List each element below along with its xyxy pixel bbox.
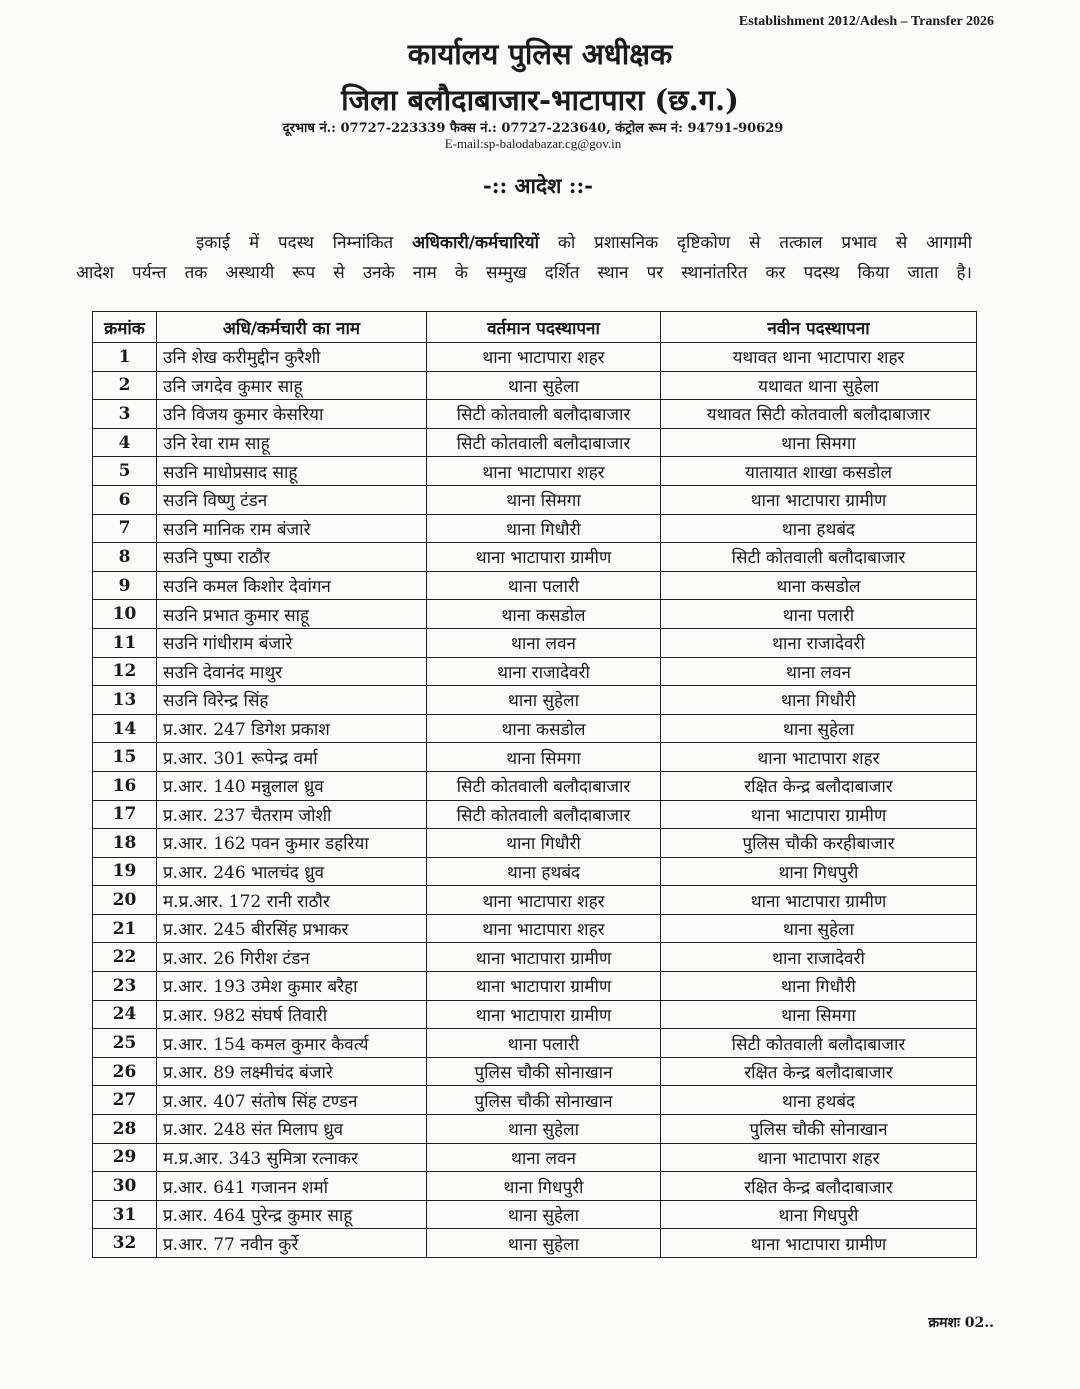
contact-numbers: दूरभाष नं.: 07727-223339 फैक्स नं.: 07727-223640, कंट्रोल रूम नं: 94791-90629 [282, 121, 784, 136]
current-posting-cell: थाना गिधौरी [427, 514, 661, 543]
continued-marker: क्रमशः 02.. [928, 1315, 994, 1331]
serial-cell: 22 [93, 943, 157, 972]
name-cell: प्र.आर. 407 संतोष सिंह टण्डन [157, 1086, 427, 1115]
new-posting-cell: यथावत थाना भाटापारा शहर [661, 343, 977, 372]
current-posting-cell: सिटी कोतवाली बलौदाबाजार [427, 800, 661, 829]
serial-cell: 11 [93, 628, 157, 657]
serial-cell: 20 [93, 886, 157, 915]
current-posting-cell: थाना पलारी [427, 1029, 661, 1058]
table-row [93, 1000, 977, 1029]
serial-cell: 15 [93, 743, 157, 772]
current-posting-cell: थाना कसडोल [427, 600, 661, 629]
serial-cell: 26 [93, 1057, 157, 1086]
serial-cell: 25 [93, 1029, 157, 1058]
current-posting-cell: थाना सुहेला [427, 1115, 661, 1144]
office-title: कार्यालय पुलिस अधीक्षक [407, 37, 673, 71]
current-posting-cell: थाना सुहेला [427, 371, 661, 400]
current-posting-cell: थाना गिधपुरी [427, 1172, 661, 1201]
serial-cell: 21 [93, 914, 157, 943]
new-posting-cell: यथावत सिटी कोतवाली बलौदाबाजार [661, 400, 977, 429]
current-posting-cell: थाना सुहेला [427, 1200, 661, 1229]
new-posting-cell: थाना गिधपुरी [661, 857, 977, 886]
current-posting-cell: पुलिस चौकी सोनाखान [427, 1086, 661, 1115]
new-posting-cell: यातायात शाखा कसडोल [661, 457, 977, 486]
transfer-table [92, 311, 977, 1258]
current-posting-cell: थाना गिधौरी [427, 829, 661, 858]
new-posting-cell: थाना सिमगा [661, 428, 977, 457]
new-posting-cell: थाना राजादेवरी [661, 628, 977, 657]
intro-paragraph [76, 228, 972, 288]
new-posting-cell: सिटी कोतवाली बलौदाबाजार [661, 1029, 977, 1058]
current-posting-cell: थाना भाटापारा ग्रामीण [427, 943, 661, 972]
name-cell: प्र.आर. 982 संघर्ष तिवारी [157, 1000, 427, 1029]
intro-text-2: को प्रशासनिक दृष्टिकोण से तत्काल प्रभाव से आगामी [539, 233, 972, 253]
name-cell: उनि विजय कुमार केसरिया [157, 400, 427, 429]
name-cell: प्र.आर. 246 भालचंद ध्रुव [157, 857, 427, 886]
name-cell: प्र.आर. 248 संत मिलाप ध्रुव [157, 1115, 427, 1144]
current-posting-cell: थाना भाटापारा ग्रामीण [427, 972, 661, 1001]
serial-cell: 30 [93, 1172, 157, 1201]
current-posting-cell: थाना कसडोल [427, 714, 661, 743]
intro-bold-text: अधिकारी/कर्मचारियों [412, 233, 539, 253]
new-posting-cell: थाना भाटापारा ग्रामीण [661, 886, 977, 915]
new-posting-cell: पुलिस चौकी करहीबाजार [661, 829, 977, 858]
table-row [93, 485, 977, 514]
current-posting-cell: थाना भाटापारा शहर [427, 457, 661, 486]
order-heading: -:: आदेश ::- [483, 173, 593, 198]
name-cell: प्र.आर. 162 पवन कुमार डहरिया [157, 829, 427, 858]
name-cell: सउनि माधोप्रसाद साहू [157, 457, 427, 486]
new-posting-cell: थाना पलारी [661, 600, 977, 629]
table-row [93, 1057, 977, 1086]
current-posting-cell: थाना हथबंद [427, 857, 661, 886]
serial-cell: 5 [93, 457, 157, 486]
table-body [93, 343, 977, 1258]
serial-cell: 6 [93, 485, 157, 514]
name-cell: सउनि कमल किशोर देवांगन [157, 571, 427, 600]
table-row [93, 657, 977, 686]
table-row [93, 514, 977, 543]
header-current-posting: वर्तमान पदस्थापना [427, 312, 661, 343]
header-serial: क्रमांक [93, 312, 157, 343]
intro-line-1 [76, 228, 972, 258]
name-cell: प्र.आर. 26 गिरीश टंडन [157, 943, 427, 972]
current-posting-cell: सिटी कोतवाली बलौदाबाजार [427, 428, 661, 457]
new-posting-cell: सिटी कोतवाली बलौदाबाजार [661, 543, 977, 572]
name-cell: प्र.आर. 464 पुरेन्द्र कुमार साहू [157, 1200, 427, 1229]
new-posting-cell: थाना गिधपुरी [661, 1200, 977, 1229]
new-posting-cell: रक्षित केन्द्र बलौदाबाजार [661, 1057, 977, 1086]
serial-cell: 14 [93, 714, 157, 743]
table-row [93, 1086, 977, 1115]
new-posting-cell: थाना कसडोल [661, 571, 977, 600]
table-row [93, 914, 977, 943]
table-row [93, 1029, 977, 1058]
serial-cell: 4 [93, 428, 157, 457]
serial-cell: 27 [93, 1086, 157, 1115]
serial-cell: 7 [93, 514, 157, 543]
serial-cell: 1 [93, 343, 157, 372]
new-posting-cell: रक्षित केन्द्र बलौदाबाजार [661, 1172, 977, 1201]
current-posting-cell: थाना भाटापारा शहर [427, 343, 661, 372]
table-row [93, 972, 977, 1001]
current-posting-cell: थाना भाटापारा शहर [427, 886, 661, 915]
table-row [93, 771, 977, 800]
name-cell: सउनि प्रभात कुमार साहू [157, 600, 427, 629]
current-posting-cell: थाना पलारी [427, 571, 661, 600]
name-cell: सउनि विष्णु टंडन [157, 485, 427, 514]
table-row [93, 714, 977, 743]
name-cell: म.प्र.आर. 343 सुमित्रा रत्नाकर [157, 1143, 427, 1172]
table-row [93, 457, 977, 486]
new-posting-cell: थाना लवन [661, 657, 977, 686]
name-cell: सउनि गांधीराम बंजारे [157, 628, 427, 657]
new-posting-cell: पुलिस चौकी सोनाखान [661, 1115, 977, 1144]
name-cell: उनि रेवा राम साहू [157, 428, 427, 457]
serial-cell: 10 [93, 600, 157, 629]
name-cell: प्र.आर. 247 डिगेश प्रकाश [157, 714, 427, 743]
name-cell: प्र.आर. 245 बीरसिंह प्रभाकर [157, 914, 427, 943]
serial-cell: 12 [93, 657, 157, 686]
serial-cell: 24 [93, 1000, 157, 1029]
name-cell: प्र.आर. 301 रूपेन्द्र वर्मा [157, 743, 427, 772]
new-posting-cell: रक्षित केन्द्र बलौदाबाजार [661, 771, 977, 800]
table-row [93, 400, 977, 429]
serial-cell: 9 [93, 571, 157, 600]
name-cell: उनि शेख करीमुद्दीन कुरैशी [157, 343, 427, 372]
table-row [93, 829, 977, 858]
new-posting-cell: थाना सुहेला [661, 714, 977, 743]
contact-email: E-mail:sp-balodabazar.cg@gov.in [444, 136, 622, 151]
current-posting-cell: थाना सुहेला [427, 686, 661, 715]
current-posting-cell: थाना राजादेवरी [427, 657, 661, 686]
new-posting-cell: यथावत थाना सुहेला [661, 371, 977, 400]
new-posting-cell: थाना भाटापारा ग्रामीण [661, 800, 977, 829]
serial-cell: 13 [93, 686, 157, 715]
table-row [93, 743, 977, 772]
current-posting-cell: थाना सिमगा [427, 485, 661, 514]
new-posting-cell: थाना सिमगा [661, 1000, 977, 1029]
table-row [93, 1172, 977, 1201]
table-header-row [93, 312, 977, 343]
current-posting-cell: सिटी कोतवाली बलौदाबाजार [427, 400, 661, 429]
name-cell: प्र.आर. 140 मन्नुलाल ध्रुव [157, 771, 427, 800]
table-row [93, 943, 977, 972]
new-posting-cell: थाना हथबंद [661, 514, 977, 543]
table-row [93, 800, 977, 829]
current-posting-cell: थाना भाटापारा ग्रामीण [427, 1000, 661, 1029]
current-posting-cell: सिटी कोतवाली बलौदाबाजार [427, 771, 661, 800]
name-cell: प्र.आर. 154 कमल कुमार कैवर्त्य [157, 1029, 427, 1058]
district-title: जिला बलौदाबाजार-भाटापारा (छ.ग.) [341, 83, 739, 117]
header-new-posting: नवीन पदस्थापना [661, 312, 977, 343]
new-posting-cell: थाना गिधौरी [661, 686, 977, 715]
name-cell: प्र.आर. 641 गजानन शर्मा [157, 1172, 427, 1201]
new-posting-cell: थाना गिधौरी [661, 972, 977, 1001]
establishment-reference: Establishment 2012/Adesh – Transfer 2026 [738, 14, 994, 29]
table-row [93, 1229, 977, 1258]
intro-text-1: इकाई में पदस्थ निम्नांकित [196, 233, 413, 253]
serial-cell: 23 [93, 972, 157, 1001]
new-posting-cell: थाना हथबंद [661, 1086, 977, 1115]
current-posting-cell: थाना सिमगा [427, 743, 661, 772]
current-posting-cell: थाना भाटापारा ग्रामीण [427, 543, 661, 572]
serial-cell: 29 [93, 1143, 157, 1172]
new-posting-cell: थाना सुहेला [661, 914, 977, 943]
name-cell: प्र.आर. 237 चैतराम जोशी [157, 800, 427, 829]
table-row [93, 1200, 977, 1229]
table-row [93, 571, 977, 600]
serial-cell: 16 [93, 771, 157, 800]
serial-cell: 28 [93, 1115, 157, 1144]
name-cell: सउनि विरेन्द्र सिंह [157, 686, 427, 715]
name-cell: प्र.आर. 89 लक्ष्मीचंद बंजारे [157, 1057, 427, 1086]
current-posting-cell: थाना लवन [427, 628, 661, 657]
table-row [93, 600, 977, 629]
table-row [93, 628, 977, 657]
name-cell: म.प्र.आर. 172 रानी राठौर [157, 886, 427, 915]
name-cell: उनि जगदेव कुमार साहू [157, 371, 427, 400]
table-row [93, 857, 977, 886]
table-row [93, 1115, 977, 1144]
serial-cell: 17 [93, 800, 157, 829]
table-row [93, 543, 977, 572]
current-posting-cell: थाना लवन [427, 1143, 661, 1172]
new-posting-cell: थाना राजादेवरी [661, 943, 977, 972]
table-row [93, 686, 977, 715]
name-cell: सउनि मानिक राम बंजारे [157, 514, 427, 543]
name-cell: सउनि देवानंद माथुर [157, 657, 427, 686]
new-posting-cell: थाना भाटापारा ग्रामीण [661, 1229, 977, 1258]
name-cell: प्र.आर. 193 उमेश कुमार बरैहा [157, 972, 427, 1001]
serial-cell: 18 [93, 829, 157, 858]
table-row [93, 343, 977, 372]
current-posting-cell: पुलिस चौकी सोनाखान [427, 1057, 661, 1086]
serial-cell: 31 [93, 1200, 157, 1229]
name-cell: सउनि पुष्पा राठौर [157, 543, 427, 572]
table-row [93, 428, 977, 457]
table-row [93, 1143, 977, 1172]
serial-cell: 3 [93, 400, 157, 429]
name-cell: प्र.आर. 77 नवीन कुर्रे [157, 1229, 427, 1258]
serial-cell: 32 [93, 1229, 157, 1258]
serial-cell: 8 [93, 543, 157, 572]
serial-cell: 19 [93, 857, 157, 886]
header-name: अधि/कर्मचारी का नाम [157, 312, 427, 343]
current-posting-cell: थाना भाटापारा शहर [427, 914, 661, 943]
table-row [93, 371, 977, 400]
table-row [93, 886, 977, 915]
new-posting-cell: थाना भाटापारा शहर [661, 743, 977, 772]
new-posting-cell: थाना भाटापारा ग्रामीण [661, 485, 977, 514]
new-posting-cell: थाना भाटापारा शहर [661, 1143, 977, 1172]
serial-cell: 2 [93, 371, 157, 400]
intro-line-2: आदेश पर्यन्त तक अस्थायी रूप से उनके नाम के सम्मुख दर्शित स्थान पर स्थानांतरित कर पदस्थ किया जाता है। [76, 263, 972, 283]
current-posting-cell: थाना सुहेला [427, 1229, 661, 1258]
